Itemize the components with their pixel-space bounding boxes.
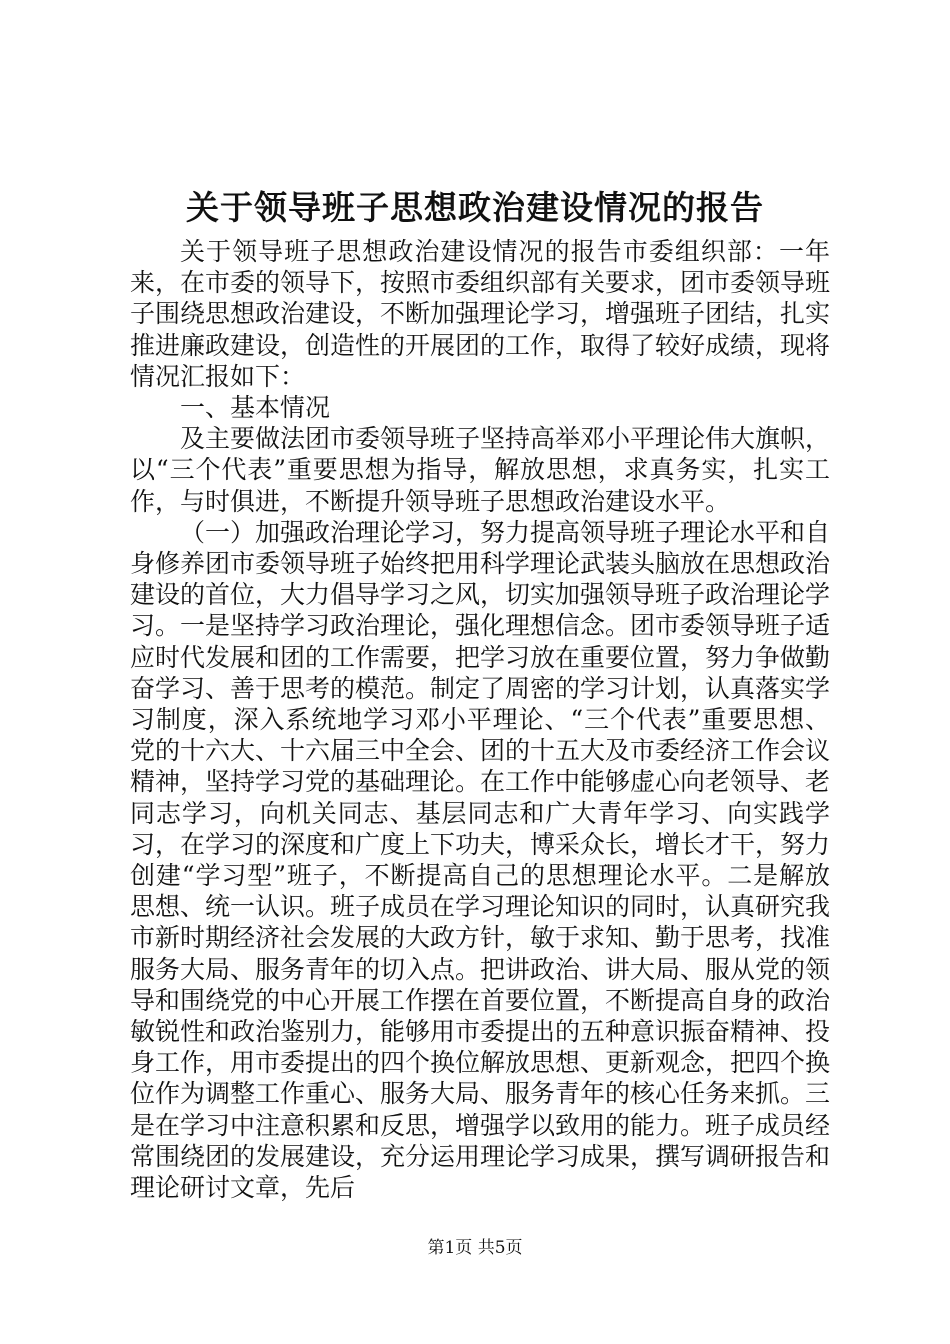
paragraph-intro: 关于领导班子思想政治建设情况的报告市委组织部：一年来，在市委的领导下，按照市委组织部有关要求，团市委领导班子围绕思想政治建设，不断加强理论学习，增强班子团结，扎实推进廉政建设，创造性的开展团的工作，取得了较好成绩，现将情况汇报如下： — [130, 237, 831, 391]
page-footer: 第1页 共5页 — [427, 1238, 523, 1258]
document-body — [130, 236, 830, 1203]
paragraph-theory-study: （一）加强政治理论学习，努力提高领导班子理论水平和自身修养团市委领导班子始终把用科学理论武装头脑放在思想政治建设的首位，大力倡导学习之风，切实加强领导班子政治理论学习。一是坚持学习政治理论，强化理想信念。团市委领导班子适应时代发展和团的工作需要，把学习放在重要位置，努力争做勤奋学习、善于思考的模范。制定了周密的学习计划，认真落实学习制度，深入系统地学习邓小平理论、“三个代表”重要思想、党的十六大、十六届三中全会、团的十五大及市委经济工作会议精神，坚持学习党的基础理论。在工作中能够虚心向老领导、老同志学习，向机关同志、基层同志和广大青年学习、向实践学习，在学习的深度和广度上下功夫，博采众长，增长才干，努力创建“学习型”班子，不断提高自己的思想理论水平。二是解放思想、统一认识。班子成员在学习理论知识的同时，认真研究我市新时期经济社会发展的大政方针，敏于求知、勤于思考，找准服务大局、服务青年的切入点。把讲政治、讲大局、服从党的领导和围绕党的中心开展工作摆在首要位置，不断提高自身的政治敏锐性和政治鉴别力，能够用市委提出的五种意识振奋精神、投身工作，用市委提出的四个换位解放思想、更新观念，把四个换位作为调整工作重心、服务大局、服务青年的核心任务来抓。三是在学习中注意积累和反思，增强学以致用的能力。班子成员经常围绕团的发展建设，充分运用理论学习成果，撰写调研报告和理论研讨文章，先后 — [130, 517, 831, 1203]
paragraph-main-practices: 及主要做法团市委领导班子坚持高举邓小平理论伟大旗帜，以“三个代表”重要思想为指导，解放思想，求真务实，扎实工作，与时俱进，不断提升领导班子思想政治建设水平。 — [130, 424, 831, 516]
section-heading-basic-situation: 一、基本情况 — [180, 393, 331, 423]
document-title: 关于领导班子思想政治建设情况的报告 — [186, 188, 764, 227]
